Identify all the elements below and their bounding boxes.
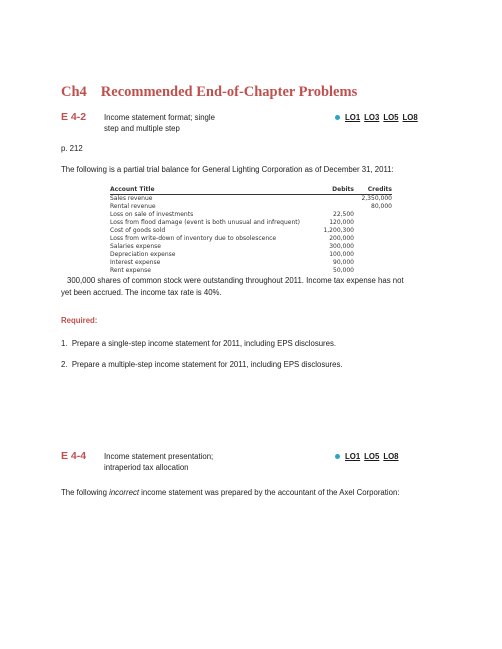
credit-value bbox=[354, 267, 392, 275]
column-header-credits: Credits bbox=[354, 186, 392, 195]
learning-objective-link[interactable]: LO1 bbox=[345, 113, 361, 122]
account-title: Rental revenue bbox=[110, 203, 156, 210]
account-title: Cost of goods sold bbox=[110, 227, 166, 234]
credit-value: 80,000 bbox=[371, 203, 392, 210]
credit-value bbox=[354, 219, 392, 227]
table-row bbox=[110, 267, 392, 275]
table-row bbox=[110, 227, 392, 235]
table-row bbox=[110, 219, 392, 227]
account-title: Loss on sale of investments bbox=[110, 211, 194, 218]
table-row bbox=[110, 203, 392, 211]
learning-objective-link[interactable]: LO8 bbox=[402, 113, 418, 122]
requirement-item: 2. Prepare a multiple-step income statement for 2011, including EPS disclosures. bbox=[61, 360, 343, 369]
learning-objective-link[interactable]: LO5 bbox=[364, 452, 380, 461]
page-reference: p. 212 bbox=[61, 144, 83, 153]
credit-value bbox=[354, 227, 392, 235]
table-row bbox=[110, 259, 392, 267]
debit-value: 120,000 bbox=[329, 219, 354, 226]
credit-value bbox=[354, 259, 392, 267]
exercise-code: E 4-4 bbox=[61, 450, 87, 462]
account-title: Interest expense bbox=[110, 259, 161, 266]
learning-objective-link[interactable]: LO5 bbox=[383, 113, 399, 122]
debit-value bbox=[316, 195, 354, 204]
paragraph-line: 300,000 shares of common stock were outstanding throughout 2011. Income tax expense has not bbox=[67, 276, 404, 285]
exercise-description bbox=[104, 113, 215, 134]
intro-text: The following bbox=[61, 488, 110, 497]
intro-italic-text: incorrect bbox=[109, 488, 140, 497]
table-header-row bbox=[110, 186, 392, 195]
chapter-title bbox=[61, 84, 357, 101]
credit-value: 2,350,000 bbox=[361, 195, 392, 202]
account-title: Loss from flood damage (event is both unusual and infrequent) bbox=[110, 219, 300, 226]
learning-objectives bbox=[335, 452, 403, 461]
account-title: Loss from write-down of inventory due to obsolescence bbox=[110, 235, 277, 242]
exercise-description bbox=[104, 452, 213, 473]
exercise-intro: The following is a partial trial balance for General Lighting Corporation as of December 31, 2011: bbox=[61, 165, 394, 174]
exercise-description-line: intraperiod tax allocation bbox=[104, 462, 189, 472]
debit-value: 50,000 bbox=[333, 267, 354, 274]
exercise-paragraph bbox=[61, 275, 461, 299]
credit-value bbox=[354, 235, 392, 243]
bullet-icon bbox=[335, 454, 340, 459]
requirement-item: 1. Prepare a single-step income statement for 2011, including EPS disclosures. bbox=[61, 339, 337, 348]
debit-value bbox=[316, 203, 354, 211]
column-header-account: Account Title bbox=[110, 186, 316, 195]
debit-value: 200,000 bbox=[329, 235, 354, 242]
column-header-debits: Debits bbox=[316, 186, 354, 195]
exercise-description-line: Income statement presentation; bbox=[104, 452, 214, 461]
debit-value: 1,200,300 bbox=[323, 227, 354, 234]
debit-value: 100,000 bbox=[329, 251, 354, 258]
chapter-heading: Recommended End-of-Chapter Problems bbox=[100, 84, 358, 100]
exercise-description-line: step and multiple step bbox=[104, 123, 180, 133]
learning-objective-link[interactable]: LO1 bbox=[345, 452, 361, 461]
table-row bbox=[110, 251, 392, 259]
learning-objective-link[interactable]: LO8 bbox=[383, 452, 399, 461]
exercise-description-line: Income statement format; single bbox=[104, 113, 215, 122]
account-title: Depreciation expense bbox=[110, 251, 176, 258]
table-row bbox=[110, 211, 392, 219]
table-row bbox=[110, 235, 392, 243]
learning-objective-link[interactable]: LO3 bbox=[364, 113, 380, 122]
paragraph-line: yet been accrued. The income tax rate is 40%. bbox=[61, 288, 222, 297]
required-label: Required: bbox=[61, 316, 98, 325]
chapter-number: Ch4 bbox=[61, 84, 87, 100]
account-title: Salaries expense bbox=[110, 243, 161, 250]
intro-text: income statement was prepared by the accountant of the Axel Corporation: bbox=[139, 488, 400, 497]
exercise-code: E 4-2 bbox=[61, 111, 87, 123]
table-row bbox=[110, 243, 392, 251]
account-title: Sales revenue bbox=[110, 195, 153, 202]
account-title: Rent expense bbox=[110, 267, 151, 274]
debit-value: 22,500 bbox=[333, 211, 354, 218]
credit-value bbox=[354, 211, 392, 219]
trial-balance-table bbox=[110, 186, 392, 275]
credit-value bbox=[354, 251, 392, 259]
bullet-icon bbox=[335, 115, 340, 120]
table-row bbox=[110, 195, 392, 204]
credit-value bbox=[354, 243, 392, 251]
exercise-intro bbox=[61, 487, 400, 499]
debit-value: 90,000 bbox=[333, 259, 354, 266]
debit-value: 300,000 bbox=[329, 243, 354, 250]
learning-objectives bbox=[335, 113, 422, 122]
